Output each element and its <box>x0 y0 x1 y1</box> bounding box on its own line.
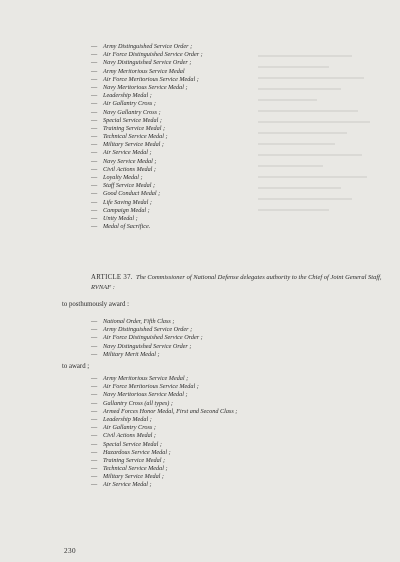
medal-name: Loyalty Medal ; <box>103 174 143 181</box>
list-dash: — <box>91 350 98 358</box>
medal-name: Medal of Sacrifice. <box>103 223 151 231</box>
medal-list-item <box>91 92 203 100</box>
medal-list-item <box>91 174 203 182</box>
medal-list-item <box>91 133 203 141</box>
medal-list-item <box>91 432 237 440</box>
medal-list-item <box>91 166 203 174</box>
list-dash: — <box>91 399 98 407</box>
medal-list-item <box>91 343 203 351</box>
medal-name: Life Saving Medal ; <box>103 198 152 206</box>
medal-name: Training Service Medal ; <box>103 124 166 132</box>
medal-list-item <box>91 43 203 51</box>
medal-list-posthumous <box>91 318 203 359</box>
medal-name: Campaign Medal ; <box>103 206 150 214</box>
medal-name: Navy Distinguished Service Order ; <box>103 342 192 350</box>
medal-name: Technical Service Medal ; <box>103 133 168 141</box>
medal-name: Air Service Medal ; <box>103 481 152 489</box>
medal-list-general <box>91 43 203 231</box>
medal-list-item <box>91 416 237 424</box>
article-body: The Commissioner of National Defense delegates authority to the Chief of Joint General Staff, RVNAF : <box>91 274 382 291</box>
medal-list-item <box>91 473 237 481</box>
medal-name: Air Gallantry Cross ; <box>103 424 156 432</box>
medal-list-item <box>91 375 237 383</box>
medal-name: Military Merit Medal ; <box>103 350 160 358</box>
medal-name: Unity Medal ; <box>103 214 138 222</box>
list-dash: — <box>91 108 98 116</box>
list-dash: — <box>91 206 98 214</box>
medal-name: Gallantry Cross (all types) ; <box>103 399 173 407</box>
medal-list-item <box>91 441 237 449</box>
medal-name: Navy Service Medal ; <box>103 157 157 165</box>
medal-list-item <box>91 215 203 223</box>
medal-list-item <box>91 182 203 190</box>
list-dash: — <box>91 51 98 59</box>
posthumous-award-heading: to posthumously award : <box>62 301 130 308</box>
medal-list-item <box>91 76 203 84</box>
medal-list-item <box>91 158 203 166</box>
medal-list-item <box>91 424 237 432</box>
medal-name: Navy Gallantry Cross ; <box>103 108 161 116</box>
medal-list-item <box>91 84 203 92</box>
list-dash: — <box>91 174 98 181</box>
list-dash: — <box>91 100 98 108</box>
medal-list-item <box>91 400 237 408</box>
list-dash: — <box>91 149 98 157</box>
medal-list-item <box>91 149 203 157</box>
medal-list-item <box>91 449 237 457</box>
medal-name: Civil Actions Medal ; <box>103 165 156 173</box>
medal-name: Army Meritorious Service Medal ; <box>103 375 189 382</box>
medal-list-item <box>91 190 203 198</box>
medal-list-award <box>91 375 237 490</box>
medal-name: National Order, Fifth Class ; <box>103 318 175 325</box>
list-dash: — <box>91 223 98 231</box>
list-dash: — <box>91 198 98 206</box>
medal-list-item <box>91 326 203 334</box>
medal-name: Air Service Medal ; <box>103 149 152 157</box>
medal-list-item <box>91 351 203 359</box>
page-number: 230 <box>64 547 76 555</box>
medal-list-item <box>91 59 203 67</box>
medal-list-item <box>91 465 237 473</box>
medal-name: Army Distinguished Service Order ; <box>103 326 193 334</box>
medal-list-item <box>91 383 237 391</box>
list-dash: — <box>91 456 98 464</box>
list-dash: — <box>91 133 98 141</box>
list-dash: — <box>91 375 98 382</box>
medal-name: Navy Meritorious Service Medal ; <box>103 391 188 399</box>
medal-list-item <box>91 68 203 76</box>
medal-name: Leadership Medal ; <box>103 415 152 423</box>
list-dash: — <box>91 157 98 165</box>
list-dash: — <box>91 391 98 399</box>
list-dash: — <box>91 424 98 432</box>
list-dash: — <box>91 473 98 481</box>
article-heading: ARTICLE 37. <box>91 274 133 281</box>
list-dash: — <box>91 75 98 83</box>
medal-list-item <box>91 334 203 342</box>
list-dash: — <box>91 165 98 173</box>
medal-list-item <box>91 109 203 117</box>
medal-list-item <box>91 318 203 326</box>
show-through-text <box>258 55 376 245</box>
list-dash: — <box>91 448 98 456</box>
medal-list-item <box>91 141 203 149</box>
medal-name: Leadership Medal ; <box>103 92 152 100</box>
medal-list-item <box>91 207 203 215</box>
medal-name: Civil Actions Medal ; <box>103 432 156 440</box>
medal-name: Army Meritorious Service Medal <box>103 67 185 75</box>
medal-name: Air Force Meritorious Service Medal ; <box>103 75 199 83</box>
list-dash: — <box>91 383 98 391</box>
medal-list-item <box>91 199 203 207</box>
medal-name: Staff Service Medal ; <box>103 182 156 190</box>
list-dash: — <box>91 190 98 198</box>
list-dash: — <box>91 67 98 75</box>
medal-name: Good Conduct Medal ; <box>103 190 161 198</box>
list-dash: — <box>91 83 98 91</box>
award-heading: to award ; <box>62 363 90 370</box>
list-dash: — <box>91 92 98 100</box>
medal-list-item <box>91 481 237 489</box>
medal-list-item <box>91 100 203 108</box>
medal-list-item <box>91 117 203 125</box>
list-dash: — <box>91 116 98 124</box>
medal-name: Armed Forces Honor Medal, First and Second Class ; <box>103 407 238 415</box>
medal-name: Special Service Medal ; <box>103 440 162 448</box>
medal-name: Training Service Medal ; <box>103 456 166 464</box>
medal-list-item <box>91 391 237 399</box>
list-dash: — <box>91 465 98 473</box>
medal-name: Hazardous Service Medal ; <box>103 448 171 456</box>
medal-list-item <box>91 51 203 59</box>
medal-name: Army Distinguished Service Order ; <box>103 43 193 50</box>
medal-list-item <box>91 408 237 416</box>
medal-name: Air Force Distinguished Service Order ; <box>103 51 203 59</box>
list-dash: — <box>91 432 98 440</box>
list-dash: — <box>91 182 98 190</box>
list-dash: — <box>91 481 98 489</box>
list-dash: — <box>91 318 98 325</box>
medal-name: Air Gallantry Cross ; <box>103 100 156 108</box>
list-dash: — <box>91 440 98 448</box>
medal-list-item <box>91 457 237 465</box>
list-dash: — <box>91 415 98 423</box>
list-dash: — <box>91 326 98 334</box>
article-37 <box>91 273 383 292</box>
medal-list-item <box>91 223 203 231</box>
list-dash: — <box>91 124 98 132</box>
list-dash: — <box>91 141 98 149</box>
list-dash: — <box>91 214 98 222</box>
medal-name: Technical Service Medal ; <box>103 465 168 473</box>
medal-name: Air Force Distinguished Service Order ; <box>103 334 203 342</box>
medal-name: Navy Meritorious Service Medal ; <box>103 83 188 91</box>
list-dash: — <box>91 43 98 50</box>
medal-name: Military Service Medal ; <box>103 141 164 149</box>
medal-name: Air Force Meritorious Service Medal ; <box>103 383 199 391</box>
list-dash: — <box>91 407 98 415</box>
medal-name: Special Service Medal ; <box>103 116 162 124</box>
list-dash: — <box>91 59 98 67</box>
medal-name: Navy Distinguished Service Order ; <box>103 59 192 67</box>
medal-name: Military Service Medal ; <box>103 473 164 481</box>
medal-list-item <box>91 125 203 133</box>
list-dash: — <box>91 334 98 342</box>
list-dash: — <box>91 342 98 350</box>
